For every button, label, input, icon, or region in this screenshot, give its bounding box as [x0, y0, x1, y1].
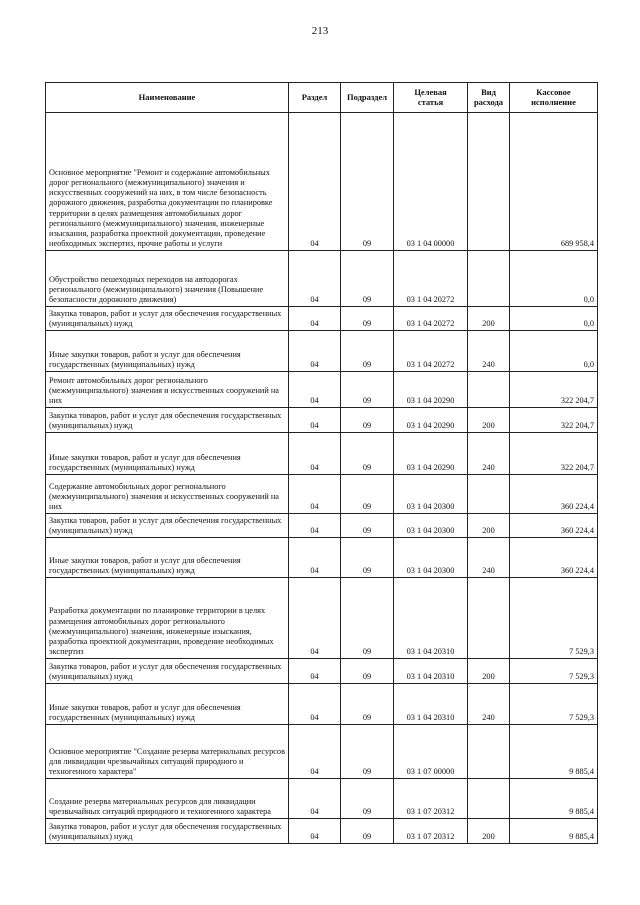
- header-cash-line1: Кассовое: [536, 86, 571, 97]
- row-target: 03 1 04 20272: [394, 307, 468, 331]
- budget-table: [45, 82, 598, 844]
- table-row: [46, 819, 598, 844]
- row-section: 04: [289, 307, 341, 331]
- row-target: 03 1 04 20290: [394, 372, 468, 408]
- row-subsection: 09: [341, 433, 394, 475]
- header-target-line1: Целевая: [414, 86, 447, 97]
- row-target: 03 1 04 20310: [394, 659, 468, 684]
- row-amount: 0,0: [510, 331, 598, 372]
- row-subsection: 09: [341, 684, 394, 725]
- row-expense-type: 200: [468, 514, 510, 538]
- header-section: Раздел: [289, 83, 341, 113]
- row-name: Содержание автомобильных дорог регионального (межмуниципального) значения и искусственных сооружений на них: [46, 475, 289, 514]
- row-section: 04: [289, 819, 341, 844]
- row-name: Основное мероприятие "Ремонт и содержание автомобильных дорог регионального (межмуниципального) значения и искусственных сооружений на них, в том числе безопасность дорожного движения, разработка документации по планировке территории в целях размещения автомобильных дорог регионального (межмуниципального) значения, инженерные изыскания, разработка проектной документации, проведение необходимых экспертиз, прочие работы и услуги: [46, 113, 289, 251]
- row-subsection: 09: [341, 251, 394, 307]
- header-name: Наименование: [46, 83, 289, 113]
- row-expense-type: 240: [468, 331, 510, 372]
- row-section: 04: [289, 372, 341, 408]
- row-section: 04: [289, 659, 341, 684]
- row-expense-type: 200: [468, 819, 510, 844]
- table-row: [46, 408, 598, 433]
- row-name: Иные закупки товаров, работ и услуг для обеспечения государственных (муниципальных) нужд: [46, 433, 289, 475]
- row-amount: 0,0: [510, 251, 598, 307]
- row-amount: 322 204,7: [510, 408, 598, 433]
- header-target-line2: статья: [417, 96, 444, 107]
- row-subsection: 09: [341, 659, 394, 684]
- row-section: 04: [289, 433, 341, 475]
- table-row: [46, 372, 598, 408]
- row-section: 04: [289, 408, 341, 433]
- row-expense-type: [468, 372, 510, 408]
- row-subsection: 09: [341, 578, 394, 659]
- row-name: Создание резерва материальных ресурсов для ликвидации чрезвычайных ситуаций природного и техногенного характера: [46, 779, 289, 819]
- row-amount: 9 885,4: [510, 819, 598, 844]
- row-target: 03 1 04 20310: [394, 684, 468, 725]
- header-target: [394, 83, 468, 113]
- row-target: 03 1 07 20312: [394, 779, 468, 819]
- row-section: 04: [289, 113, 341, 251]
- row-expense-type: 240: [468, 433, 510, 475]
- row-name: Закупка товаров, работ и услуг для обеспечения государственных (муниципальных) нужд: [46, 408, 289, 433]
- row-target: 03 1 04 20272: [394, 251, 468, 307]
- row-amount: 9 885,4: [510, 779, 598, 819]
- table-row: [46, 514, 598, 538]
- row-expense-type: 200: [468, 408, 510, 433]
- row-name: Основное мероприятие "Создание резерва материальных ресурсов для ликвидации чрезвычайных ситуаций природного и техногенного характера": [46, 725, 289, 779]
- row-expense-type: 200: [468, 659, 510, 684]
- row-name: Иные закупки товаров, работ и услуг для обеспечения государственных (муниципальных) нужд: [46, 684, 289, 725]
- row-target: 03 1 04 20300: [394, 514, 468, 538]
- row-amount: 7 529,3: [510, 684, 598, 725]
- table-row: [46, 725, 598, 779]
- row-amount: 322 204,7: [510, 372, 598, 408]
- row-expense-type: [468, 725, 510, 779]
- row-subsection: 09: [341, 307, 394, 331]
- row-target: 03 1 04 00000: [394, 113, 468, 251]
- row-target: 03 1 04 20290: [394, 408, 468, 433]
- table-row: [46, 113, 598, 251]
- row-subsection: 09: [341, 725, 394, 779]
- row-amount: 0,0: [510, 307, 598, 331]
- row-subsection: 09: [341, 819, 394, 844]
- row-name: Закупка товаров, работ и услуг для обеспечения государственных (муниципальных) нужд: [46, 659, 289, 684]
- row-section: 04: [289, 331, 341, 372]
- table-row: [46, 475, 598, 514]
- header-expense-type: [468, 83, 510, 113]
- row-section: 04: [289, 578, 341, 659]
- row-name: Иные закупки товаров, работ и услуг для обеспечения государственных (муниципальных) нужд: [46, 538, 289, 578]
- row-section: 04: [289, 725, 341, 779]
- row-target: 03 1 04 20300: [394, 475, 468, 514]
- table-row: [46, 659, 598, 684]
- row-target: 03 1 04 20300: [394, 538, 468, 578]
- row-amount: 7 529,3: [510, 578, 598, 659]
- row-target: 03 1 04 20290: [394, 433, 468, 475]
- row-expense-type: 200: [468, 307, 510, 331]
- row-section: 04: [289, 538, 341, 578]
- header-subsection: Подраздел: [341, 83, 394, 113]
- row-name: Закупка товаров, работ и услуг для обеспечения государственных (муниципальных) нужд: [46, 514, 289, 538]
- row-expense-type: 240: [468, 538, 510, 578]
- row-subsection: 09: [341, 538, 394, 578]
- row-name: Закупка товаров, работ и услуг для обеспечения государственных (муниципальных) нужд: [46, 819, 289, 844]
- table-row: [46, 684, 598, 725]
- row-expense-type: [468, 578, 510, 659]
- row-target: 03 1 07 20312: [394, 819, 468, 844]
- row-name: Закупка товаров, работ и услуг для обеспечения государственных (муниципальных) нужд: [46, 307, 289, 331]
- row-expense-type: [468, 113, 510, 251]
- row-amount: 7 529,3: [510, 659, 598, 684]
- row-target: 03 1 04 20272: [394, 331, 468, 372]
- row-target: 03 1 07 00000: [394, 725, 468, 779]
- row-name: Ремонт автомобильных дорог регионального (межмуниципального) значения и искусственных сооружений на них: [46, 372, 289, 408]
- header-cash-line2: исполнение: [531, 96, 576, 107]
- row-section: 04: [289, 251, 341, 307]
- row-subsection: 09: [341, 779, 394, 819]
- row-amount: 360 224,4: [510, 538, 598, 578]
- row-expense-type: 240: [468, 684, 510, 725]
- table-row: [46, 433, 598, 475]
- row-name: Иные закупки товаров, работ и услуг для обеспечения государственных (муниципальных) нужд: [46, 331, 289, 372]
- row-section: 04: [289, 684, 341, 725]
- row-section: 04: [289, 514, 341, 538]
- table-row: [46, 251, 598, 307]
- table-row: [46, 578, 598, 659]
- row-subsection: 09: [341, 475, 394, 514]
- row-expense-type: [468, 779, 510, 819]
- row-amount: 360 224,4: [510, 475, 598, 514]
- page-number: 213: [311, 25, 329, 37]
- row-amount: 689 958,4: [510, 113, 598, 251]
- header-expense-line1: Вид: [481, 86, 496, 97]
- row-subsection: 09: [341, 113, 394, 251]
- row-amount: 9 885,4: [510, 725, 598, 779]
- row-amount: 360 224,4: [510, 514, 598, 538]
- row-section: 04: [289, 475, 341, 514]
- row-expense-type: [468, 475, 510, 514]
- table-row: [46, 779, 598, 819]
- header-cash-execution: [510, 83, 598, 113]
- row-expense-type: [468, 251, 510, 307]
- row-amount: 322 204,7: [510, 433, 598, 475]
- table-row: [46, 307, 598, 331]
- row-subsection: 09: [341, 408, 394, 433]
- row-section: 04: [289, 779, 341, 819]
- row-name: Обустройство пешеходных переходов на автодорогах регионального (межмуниципального) значения (Повышение безопасности дорожного движения): [46, 251, 289, 307]
- row-subsection: 09: [341, 514, 394, 538]
- table-row: [46, 538, 598, 578]
- row-subsection: 09: [341, 331, 394, 372]
- table-header-row: [46, 83, 598, 113]
- row-name: Разработка документации по планировке территории в целях размещения автомобильных дорог регионального (межмуниципального) значения, инженерные изыскания, разработка проектной документации, проведение необходимых экспертиз: [46, 578, 289, 659]
- row-subsection: 09: [341, 372, 394, 408]
- table-row: [46, 331, 598, 372]
- row-target: 03 1 04 20310: [394, 578, 468, 659]
- header-expense-line2: расхода: [473, 96, 504, 107]
